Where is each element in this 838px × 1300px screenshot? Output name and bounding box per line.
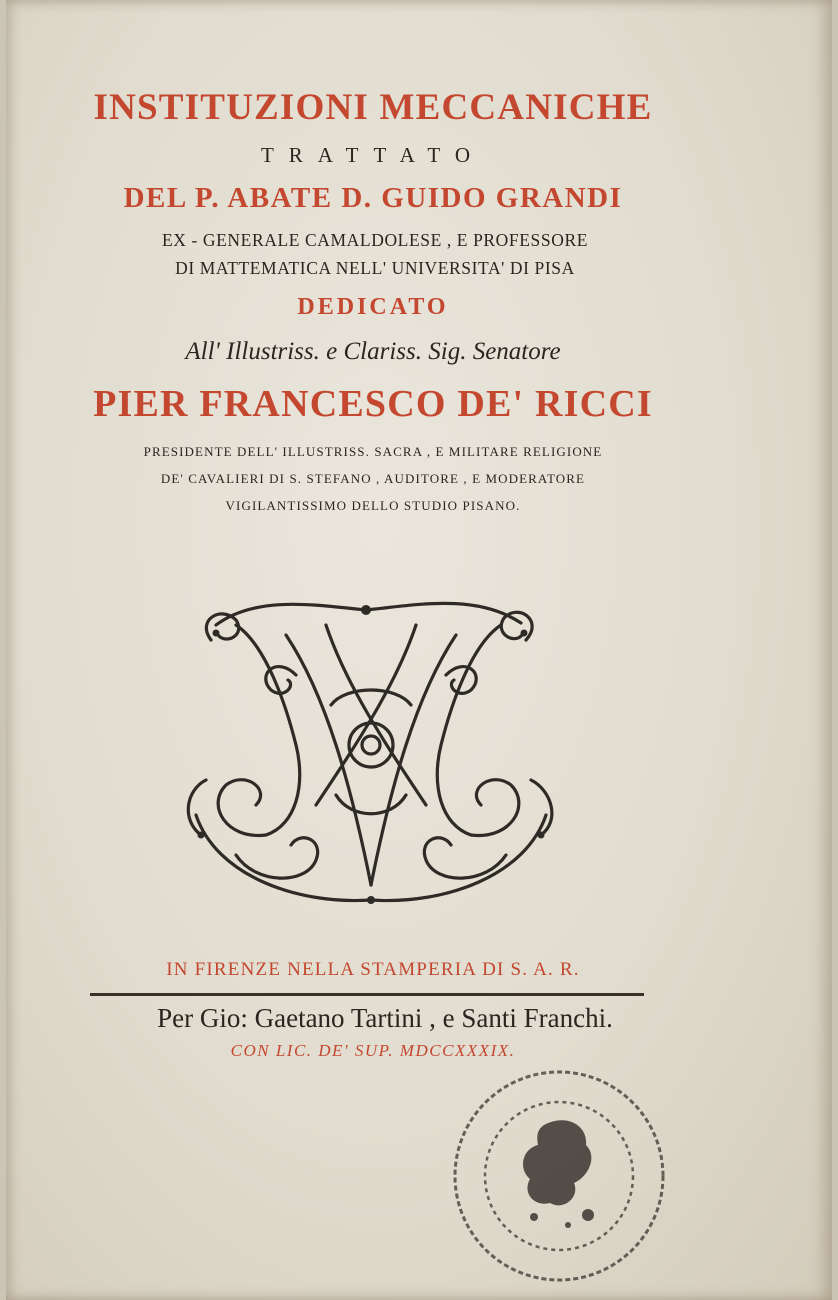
subtitle: TRATTATO <box>260 143 486 167</box>
dedicatee-name: PIER FRANCESCO DE' RICCI <box>93 383 653 425</box>
dedication-heading: DEDICATO <box>297 294 449 320</box>
monogram-ornament-icon <box>176 585 566 925</box>
imprint-printers: Per Gio: Gaetano Tartini , e Santi Franchi. <box>157 1003 613 1033</box>
dedicatee-description-2: DE' CAVALIERI DI S. STEFANO , AUDITORE , E MODERATORE <box>160 471 586 486</box>
imprint-license: CON LIC. DE' SUP. MDCCXXXIX. <box>230 1041 516 1060</box>
dedication-line: All' Illustriss. e Clariss. Sig. Senatore <box>185 338 561 365</box>
title: INSTITUZIONI MECCANICHE <box>93 87 653 128</box>
author-description-1: EX - GENERALE CAMALDOLESE , E PROFESSORE <box>161 230 589 250</box>
imprint-place: IN FIRENZE NELLA STAMPERIA DI S. A. R. <box>166 959 580 980</box>
imprint-divider <box>90 993 644 996</box>
dedicatee-description-1: PRESIDENTE DELL' ILLUSTRISS. SACRA , E MILITARE RELIGIONE <box>143 444 603 459</box>
author-description-2: DI MATTEMATICA NELL' UNIVERSITA' DI PISA <box>175 258 575 278</box>
library-stamp-icon <box>448 1065 670 1287</box>
dedicatee-description-3: VIGILANTISSIMO DELLO STUDIO PISANO. <box>225 498 521 513</box>
author: DEL P. ABATE D. GUIDO GRANDI <box>123 182 623 214</box>
title-page <box>6 0 832 1300</box>
